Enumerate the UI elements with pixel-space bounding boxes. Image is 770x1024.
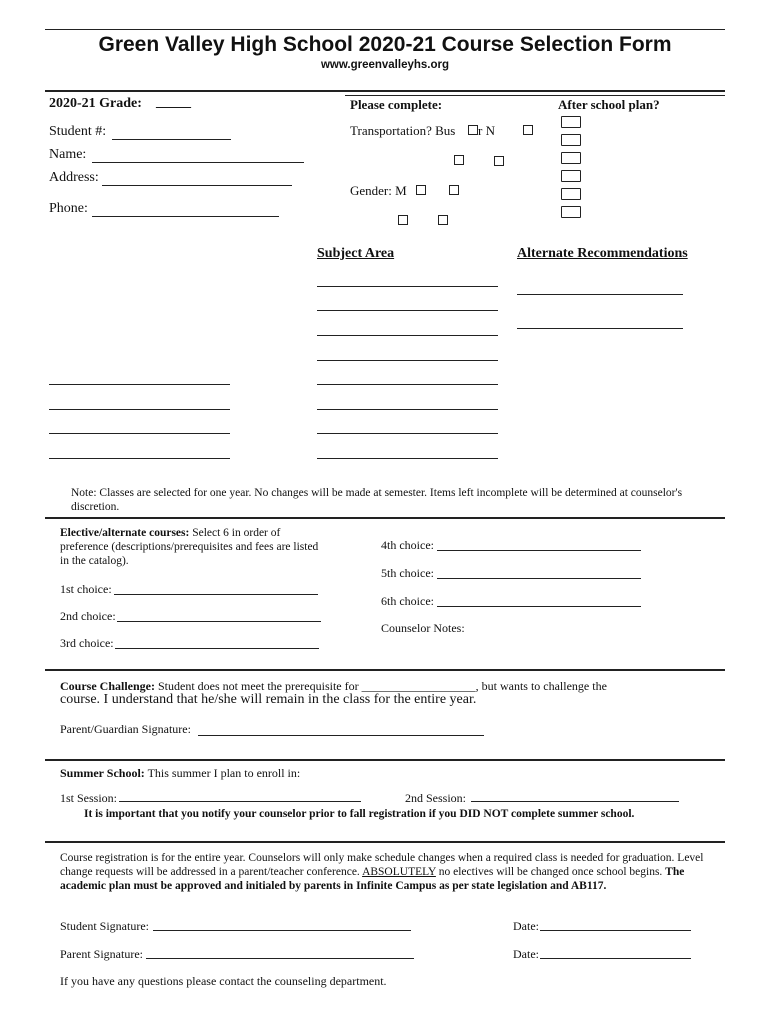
left-course-line[interactable] (49, 409, 230, 410)
note-text: Note: Classes are selected for one year. No changes will be made at semester. Items left incomplete will be determined at counselor's discretion. (71, 487, 683, 513)
subject-line[interactable] (317, 360, 498, 361)
bus-checkbox[interactable] (468, 125, 478, 135)
alternate-line[interactable] (517, 294, 683, 295)
alternate-heading: Alternate Recommendations (517, 246, 688, 261)
subject-line[interactable] (317, 286, 498, 287)
alternate-line[interactable] (517, 328, 683, 329)
grade-label: 2020-21 Grade: (49, 96, 142, 111)
section-rule (45, 669, 725, 671)
challenge-text2: course. I understand that he/she will remain in the class for the entire year. (60, 692, 477, 707)
counselor-notes-label: Counselor Notes: (381, 621, 465, 635)
summer-line (60, 766, 300, 781)
summer-text: This summer I plan to enroll in: (147, 766, 301, 780)
after-school-heading: After school plan? (558, 97, 660, 112)
choice1-field[interactable] (114, 594, 318, 595)
session2-label: 2nd Session: (405, 791, 467, 805)
subject-line[interactable] (317, 433, 498, 434)
choice2-label: 2nd choice: (60, 609, 116, 623)
website: www.greenvalleyhs.org (320, 59, 450, 71)
name-label: Name: (49, 147, 87, 162)
session2-field[interactable] (471, 801, 679, 802)
session1-field[interactable] (119, 801, 361, 802)
student-num-field[interactable] (112, 139, 231, 140)
transport-n-checkbox[interactable] (523, 125, 533, 135)
transport-extra-checkbox-1[interactable] (454, 155, 464, 165)
electives-intro-text: Select 6 in order of preference (descriptions/prerequisites and fees are listed in the catalog). (60, 527, 319, 567)
choice5-field[interactable] (437, 578, 641, 579)
gender-m-checkbox[interactable] (416, 185, 426, 195)
header-rule-right (345, 95, 725, 96)
top-rule (45, 29, 725, 30)
summer-label: Summer School: (60, 766, 145, 780)
subject-line[interactable] (317, 335, 498, 336)
registration-text-a: Course registration is for the entire year. Counselors will only make schedule changes when a required class is needed for graduation. Level change requests will be addressed in a parent/teacher conference. (60, 852, 704, 878)
student-signature-field[interactable] (153, 930, 411, 931)
guardian-signature-label: Parent/Guardian Signature: (60, 722, 191, 736)
choice2-field[interactable] (117, 621, 321, 622)
electives-intro-label: Elective/alternate courses: (60, 527, 190, 539)
choice3-field[interactable] (115, 648, 319, 649)
choice3-label: 3rd choice: (60, 636, 114, 650)
choice6-label: 6th choice: (381, 594, 434, 608)
registration-bold: The academic plan must be approved and initialed by parents in Infinite Campus as per state legislation and AB117. (60, 866, 685, 892)
gender-label: Gender: M (350, 183, 407, 198)
choice6-field[interactable] (437, 606, 641, 607)
parent-signature-field[interactable] (146, 958, 414, 959)
after-school-box[interactable] (561, 188, 581, 200)
transport-extra-checkbox-2[interactable] (494, 156, 504, 166)
please-complete-heading: Please complete: (350, 97, 443, 112)
student-num-label: Student #: (49, 124, 107, 139)
name-field[interactable] (92, 162, 304, 163)
summer-warning: It is important that you notify your counselor prior to fall registration if you DID NOT complete summer school. (84, 808, 635, 820)
choice4-label: 4th choice: (381, 538, 434, 552)
address-label: Address: (49, 170, 99, 185)
registration-text-b: no electives will be changed once school begins. (438, 866, 663, 878)
left-course-line[interactable] (49, 384, 230, 385)
after-school-box[interactable] (561, 206, 581, 218)
phone-field[interactable] (92, 216, 279, 217)
section-rule (45, 759, 725, 761)
address-field[interactable] (102, 185, 292, 186)
after-school-box[interactable] (561, 134, 581, 146)
date1-label: Date: (513, 919, 539, 933)
date1-field[interactable] (540, 930, 691, 931)
subject-line[interactable] (317, 458, 498, 459)
after-school-box[interactable] (561, 152, 581, 164)
session1-label: 1st Session: (60, 791, 118, 805)
date2-field[interactable] (540, 958, 691, 959)
choice4-field[interactable] (437, 550, 641, 551)
parent-signature-label: Parent Signature: (60, 947, 143, 961)
transport-y-label: r N (478, 123, 495, 138)
choice5-label: 5th choice: (381, 566, 434, 580)
page-title: Green Valley High School 2020-21 Course Selection Form (98, 33, 672, 56)
gender-extra-checkbox-1[interactable] (398, 215, 408, 225)
after-school-box[interactable] (561, 116, 581, 128)
gender-f-checkbox[interactable] (449, 185, 459, 195)
transport-label: Transportation? Bus (350, 123, 456, 138)
section-rule (45, 841, 725, 843)
section-rule (45, 517, 725, 519)
electives-intro (60, 526, 322, 568)
subject-area-heading: Subject Area (317, 246, 395, 261)
gender-extra-checkbox-2[interactable] (438, 215, 448, 225)
absolutely-text: ABSOLUTELY (362, 866, 436, 878)
subject-line[interactable] (317, 310, 498, 311)
after-school-box[interactable] (561, 170, 581, 182)
phone-label: Phone: (49, 201, 88, 216)
challenge-text1: Student does not meet the prerequisite for ___________________, but wants to challenge the (158, 679, 607, 693)
guardian-signature-field[interactable] (198, 735, 484, 736)
subject-line[interactable] (317, 384, 498, 385)
grade-blank[interactable]: _____ (156, 95, 191, 110)
date2-label: Date: (513, 947, 539, 961)
choice1-label: 1st choice: (60, 582, 112, 596)
challenge-label: Course Challenge: (60, 679, 155, 693)
subject-line[interactable] (317, 409, 498, 410)
left-course-line[interactable] (49, 458, 230, 459)
footer-text: If you have any questions please contact the counseling department. (60, 974, 387, 988)
header-rule (45, 90, 725, 92)
student-signature-label: Student Signature: (60, 919, 149, 933)
registration-text (60, 851, 712, 893)
left-course-line[interactable] (49, 433, 230, 434)
